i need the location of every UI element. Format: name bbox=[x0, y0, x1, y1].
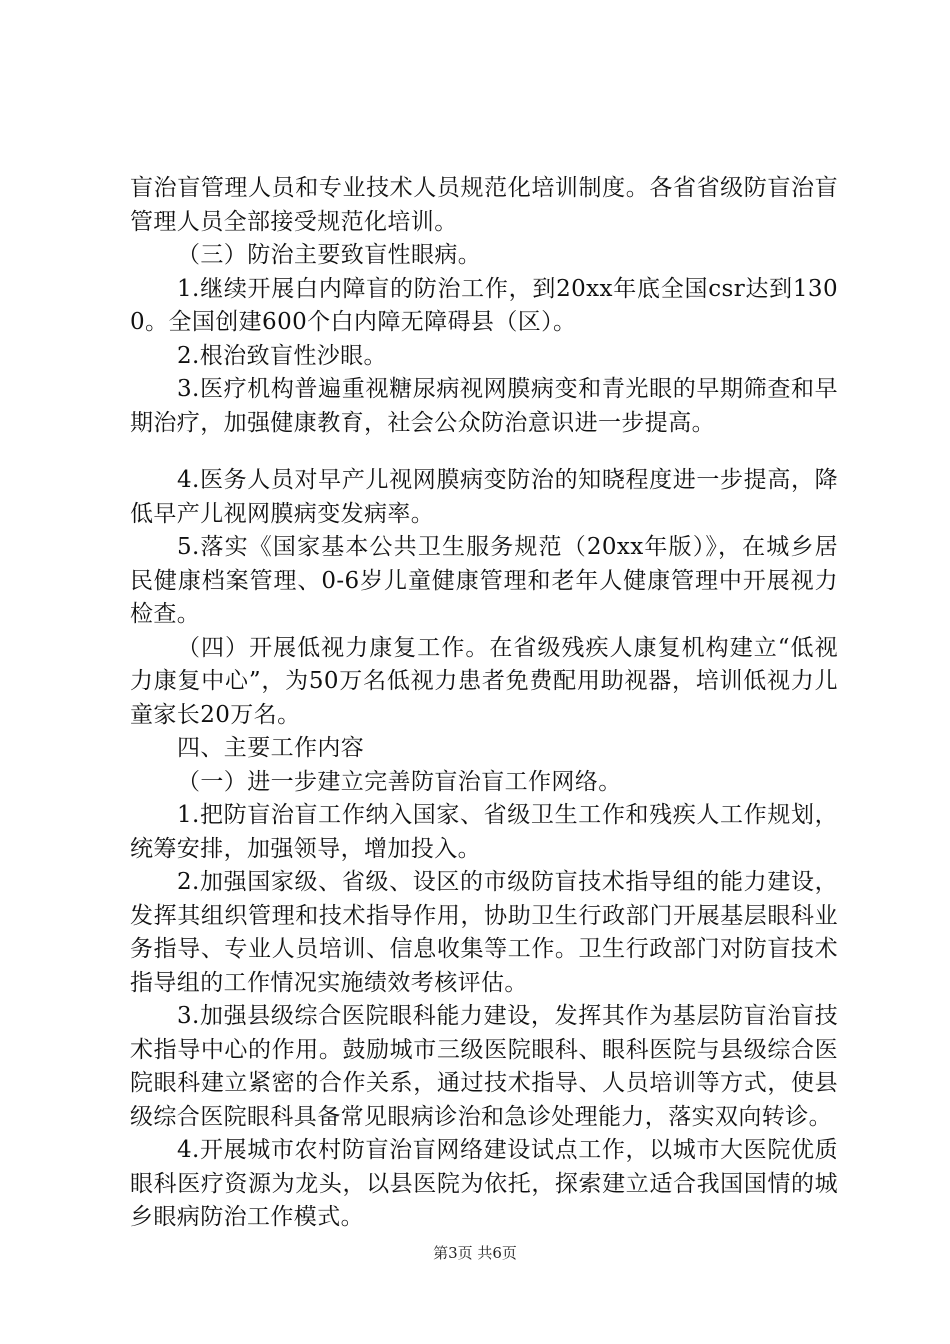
section-heading: （三）防治主要致盲性眼病。 bbox=[177, 242, 482, 268]
paragraph: 2.加强国家级、省级、设区的市级防盲技术指导组的能力建设，发挥其组织管理和技术指导作用，协助卫生行政部门开展基层眼科业务指导、专业人员培训、信息收集等工作。卫生行政部门对防盲技术指导组的工作情况实施绩效考核评估。 bbox=[130, 869, 838, 996]
paragraph: 1.继续开展白内障盲的防治工作，到20xx年底全国csr达到1300。全国创建600个白内障无障碍县（区）。 bbox=[130, 275, 838, 335]
chapter-heading: 四、主要工作内容 bbox=[177, 735, 365, 761]
paragraph-gap bbox=[130, 440, 838, 464]
paragraph: 3.加强县级综合医院眼科能力建设，发挥其作为基层防盲治盲技术指导中心的作用。鼓励城市三级医院眼科、眼科医院与县级综合医院眼科建立紧密的合作关系，通过技术指导、人员培训等方式，使县级综合医院眼科具备常见眼病诊治和急诊处理能力，落实双向转诊。 bbox=[130, 1003, 838, 1130]
paragraph: 4.医务人员对早产儿视网膜病变防治的知晓程度进一步提高，降低早产儿视网膜病变发病率。 bbox=[130, 467, 838, 527]
paragraph: 4.开展城市农村防盲治盲网络建设试点工作，以城市大医院优质眼科医疗资源为龙头，以县医院为依托，探索建立适合我国国情的城乡眼病防治工作模式。 bbox=[130, 1137, 838, 1230]
page-number-footer: 第3页 共6页 bbox=[433, 1244, 517, 1262]
document-body bbox=[130, 172, 838, 1235]
paragraph: 5.落实《国家基本公共卫生服务规范（20xx年版）》，在城乡居民健康档案管理、0-6岁儿童健康管理和老年人健康管理中开展视力检查。 bbox=[130, 534, 838, 627]
paragraph: 盲治盲管理人员和专业技术人员规范化培训制度。各省省级防盲治盲管理人员全部接受规范化培训。 bbox=[130, 175, 838, 235]
section-heading: （四）开展低视力康复工作。在省级残疾人康复机构建立“低视力康复中心”，为50万名低视力患者免费配用助视器，培训低视力儿童家长20万名。 bbox=[130, 634, 838, 728]
section-heading: （一）进一步建立完善防盲治盲工作网络。 bbox=[177, 768, 622, 795]
paragraph: 2.根治致盲性沙眼。 bbox=[177, 342, 387, 369]
paragraph: 3.医疗机构普遍重视糖尿病视网膜病变和青光眼的早期筛查和早期治疗，加强健康教育，社会公众防治意识进一步提高。 bbox=[130, 376, 838, 436]
paragraph: 1.把防盲治盲工作纳入国家、省级卫生工作和残疾人工作规划，统筹安排，加强领导，增加投入。 bbox=[130, 802, 838, 862]
